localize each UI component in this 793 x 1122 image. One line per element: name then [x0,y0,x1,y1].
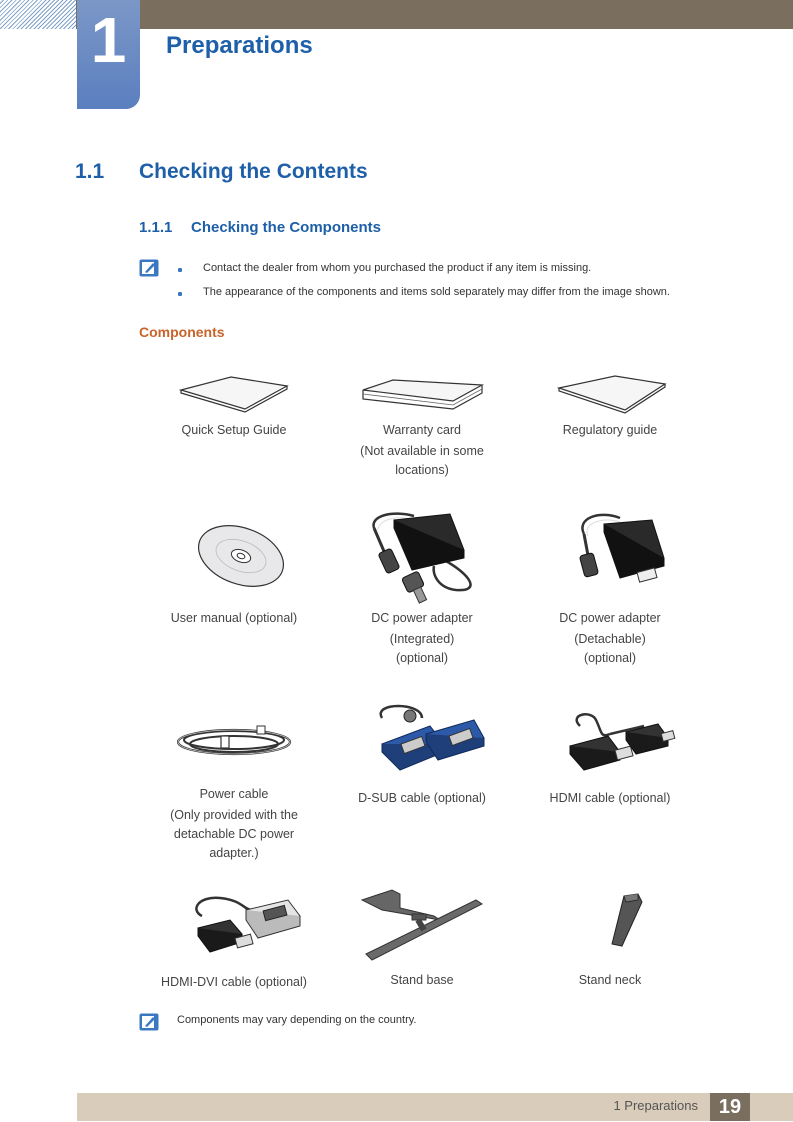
component-item [520,708,700,810]
cd-icon [169,510,299,606]
power-adapter-icon [352,510,492,606]
component-label: HDMI cable (optional) [549,791,671,805]
component-note: (optional) [395,651,449,665]
dsub-cable-icon [352,698,492,782]
booklet-icon [545,368,675,418]
component-note: adapter.) [209,846,259,860]
footer-note: Components may vary depending on the country. [177,1014,417,1026]
component-label: HDMI-DVI cable (optional) [161,975,307,989]
subsection-number: 1.1.1 [139,219,173,236]
hdmi-cable-icon [540,708,680,782]
component-note: (Integrated) [389,632,455,646]
power-adapter-icon [540,510,680,606]
component-note: (Not available in some [360,444,484,458]
components-heading: Components [139,324,225,340]
component-item [144,510,324,630]
hdmi-dvi-cable-icon [164,888,304,968]
section-title: Checking the Contents [139,160,368,183]
note-icon [139,1013,159,1031]
footer-chapter-label: 1 Preparations [613,1098,698,1113]
note-icon [139,259,159,277]
subsection-title: Checking the Components [191,219,382,236]
card-icon [357,368,487,418]
bullet-icon [178,292,182,296]
component-item [144,888,324,994]
component-label: Warranty card [382,423,462,437]
stand-base-icon [352,886,492,968]
note-text: Contact the dealer from whom you purchased the product if any item is missing. [203,262,592,274]
page-number: 19 [710,1093,750,1121]
component-note: locations) [395,463,449,477]
component-item [332,698,512,810]
booklet-icon [169,368,299,418]
component-label: User manual (optional) [170,611,298,625]
component-item [144,368,324,442]
component-item [520,368,700,442]
component-item [520,886,700,992]
component-note: (optional) [583,651,637,665]
chapter-number: 1 [90,4,127,76]
header-hatch-pattern [0,0,76,29]
component-note: (Detachable) [574,632,646,646]
component-item [332,886,512,992]
component-label: Stand neck [578,973,642,987]
component-item [332,368,512,480]
component-label: Quick Setup Guide [181,423,287,437]
chapter-title: Preparations [166,32,313,59]
component-label: DC power adapter [371,611,473,625]
component-label: Power cable [199,787,269,801]
note-text: The appearance of the components and items sold separately may differ from the image shown. [203,286,670,298]
component-item [144,702,324,863]
component-item [332,510,512,668]
component-label: Regulatory guide [562,423,658,437]
stand-neck-icon [540,886,680,968]
section-number: 1.1 [75,160,105,183]
component-note: (Only provided with the detachable DC power [170,808,298,841]
header-band [76,0,793,29]
bullet-icon [178,268,182,272]
component-item [520,510,700,668]
component-label: Stand base [390,973,454,987]
component-label: DC power adapter [559,611,661,625]
component-label: D-SUB cable (optional) [358,791,486,805]
power-cable-icon [169,702,299,782]
